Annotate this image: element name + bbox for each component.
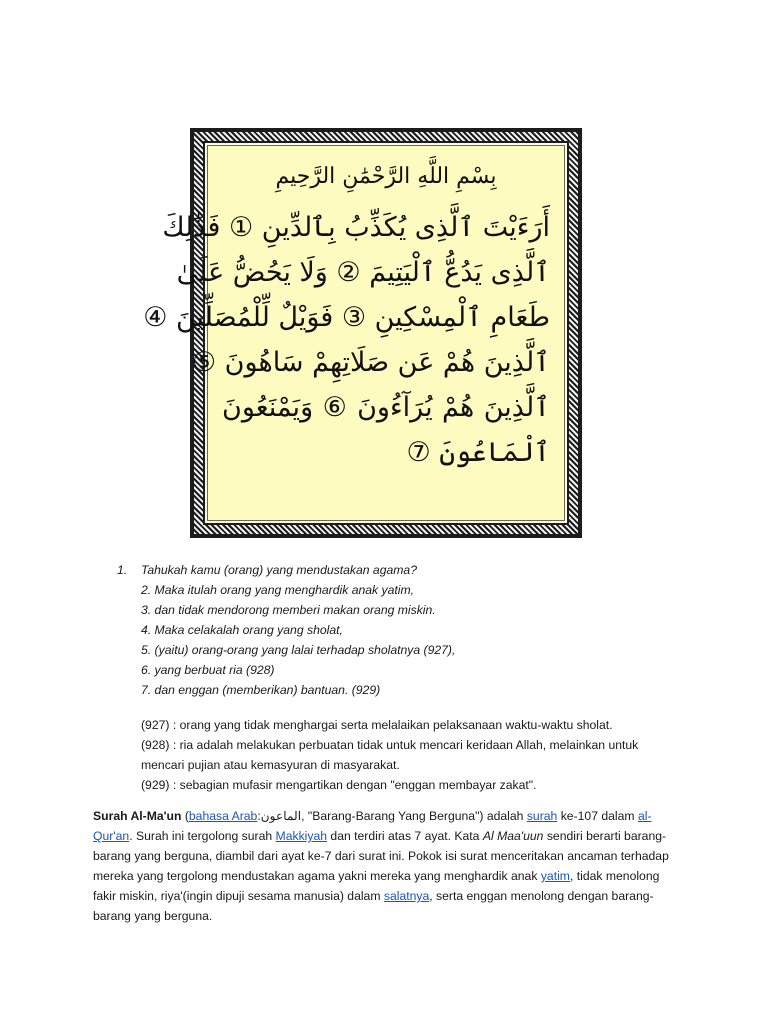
footnote-928: (928) : ria adalah melakukan perbuatan tidak untuk mencari keridaan Allah, melainkan untuk	[141, 738, 639, 752]
translation-item: 5. (yaitu) orang-orang yang lalai terhadap sholatnya (927),	[141, 643, 456, 657]
ayat-line-5: ٱلَّذِينَ هُمْ يُرَآءُونَ ⑥ وَيَمْنَعُونَ	[222, 392, 550, 423]
ornamental-border	[143, 132, 578, 534]
translation-item: 3. dan tidak mendorong memberi makan orang miskin.	[141, 603, 436, 617]
quran-image	[143, 128, 582, 538]
italic-term: Al Maa'uun	[482, 829, 544, 843]
footnote-927: (927) : orang yang tidak menghargai serta melalaikan pelaksanaan waktu-waktu sholat.	[141, 718, 613, 732]
translation-item: 4. Maka celakalah orang yang sholat,	[141, 623, 343, 637]
quran-page	[143, 145, 565, 521]
link-bahasa-arab[interactable]: bahasa Arab	[188, 809, 258, 823]
surah-title: Surah Al-Ma'un	[93, 809, 182, 823]
arabic-name: :الماعون	[257, 809, 302, 823]
surah-description: Surah Al-Ma'un (bahasa Arab:الماعون, "Barang-Barang Yang Berguna") adalah surah ke-107 dalam al-Qur'an. Surah ini tergolong surah Makkiyah dan terdiri atas 7 ayat. Kata Al Maa'uun sendiri berarti barang-barang yang berguna, diambil dari ayat ke-7 dari surat ini. Pokok isi surat menceritakan ancaman terhadap mereka yang tergolong mendustakan agama yakni mereka yang menghardik anak yatim, tidak menolong fakir miskin, riya'(ingin dipuji sesama manusia) dalam salatnya, serta enggan menolong dengan barang-barang yang berguna.	[93, 809, 669, 923]
ayat-line-3: طَعَامِ ٱلْمِسْكِينِ ③ فَوَيْلٌ لِّلْمُصَلِّينَ ④	[143, 302, 550, 333]
translation-item: 6. yang berbuat ria (928)	[141, 663, 275, 677]
ayat-line-6: ٱلْمَاعُونَ ⑦	[406, 437, 550, 468]
link-surah[interactable]: surah	[526, 809, 558, 823]
footnote-928-cont: mencari pujian atau kemasyuran di masyarakat.	[141, 758, 400, 772]
translation-list	[117, 560, 677, 700]
list-number: 1.	[117, 563, 128, 577]
link-salatnya[interactable]: salatnya	[383, 889, 430, 903]
ayat-line-4: ٱلَّذِينَ هُمْ عَن صَلَاتِهِمْ سَاهُونَ ⑤	[191, 347, 550, 378]
translation-item: 7. dan enggan (memberikan) bantuan. (929)	[141, 683, 381, 697]
footnote-929: (929) : sebagian mufasir mengartikan dengan "enggan membayar zakat".	[141, 778, 537, 792]
bismillah: بِسْمِ اللَّهِ الرَّحْمَٰنِ الرَّحِيمِ	[275, 164, 497, 189]
link-makkiyah[interactable]: Makkiyah	[275, 829, 328, 843]
ayat-line-2: ٱلَّذِى يَدُعُّ ٱلْيَتِيمَ ② وَلَا يَحُضُّ عَلَىٰ	[176, 257, 550, 288]
link-yatim[interactable]: yatim	[540, 869, 570, 883]
link-al-quran[interactable]: al-Qur'an	[93, 809, 652, 843]
translation-item: 2. Maka itulah orang yang menghardik anak yatim,	[141, 583, 415, 597]
translation-item: 1. Tahukah kamu (orang) yang mendustakan agama?	[117, 560, 677, 580]
footnotes	[141, 715, 701, 795]
ayat-line-1: أَرَءَيْتَ ٱلَّذِى يُكَذِّبُ بِٱلدِّينِ ① فَذَٰلِكَ	[162, 212, 550, 243]
